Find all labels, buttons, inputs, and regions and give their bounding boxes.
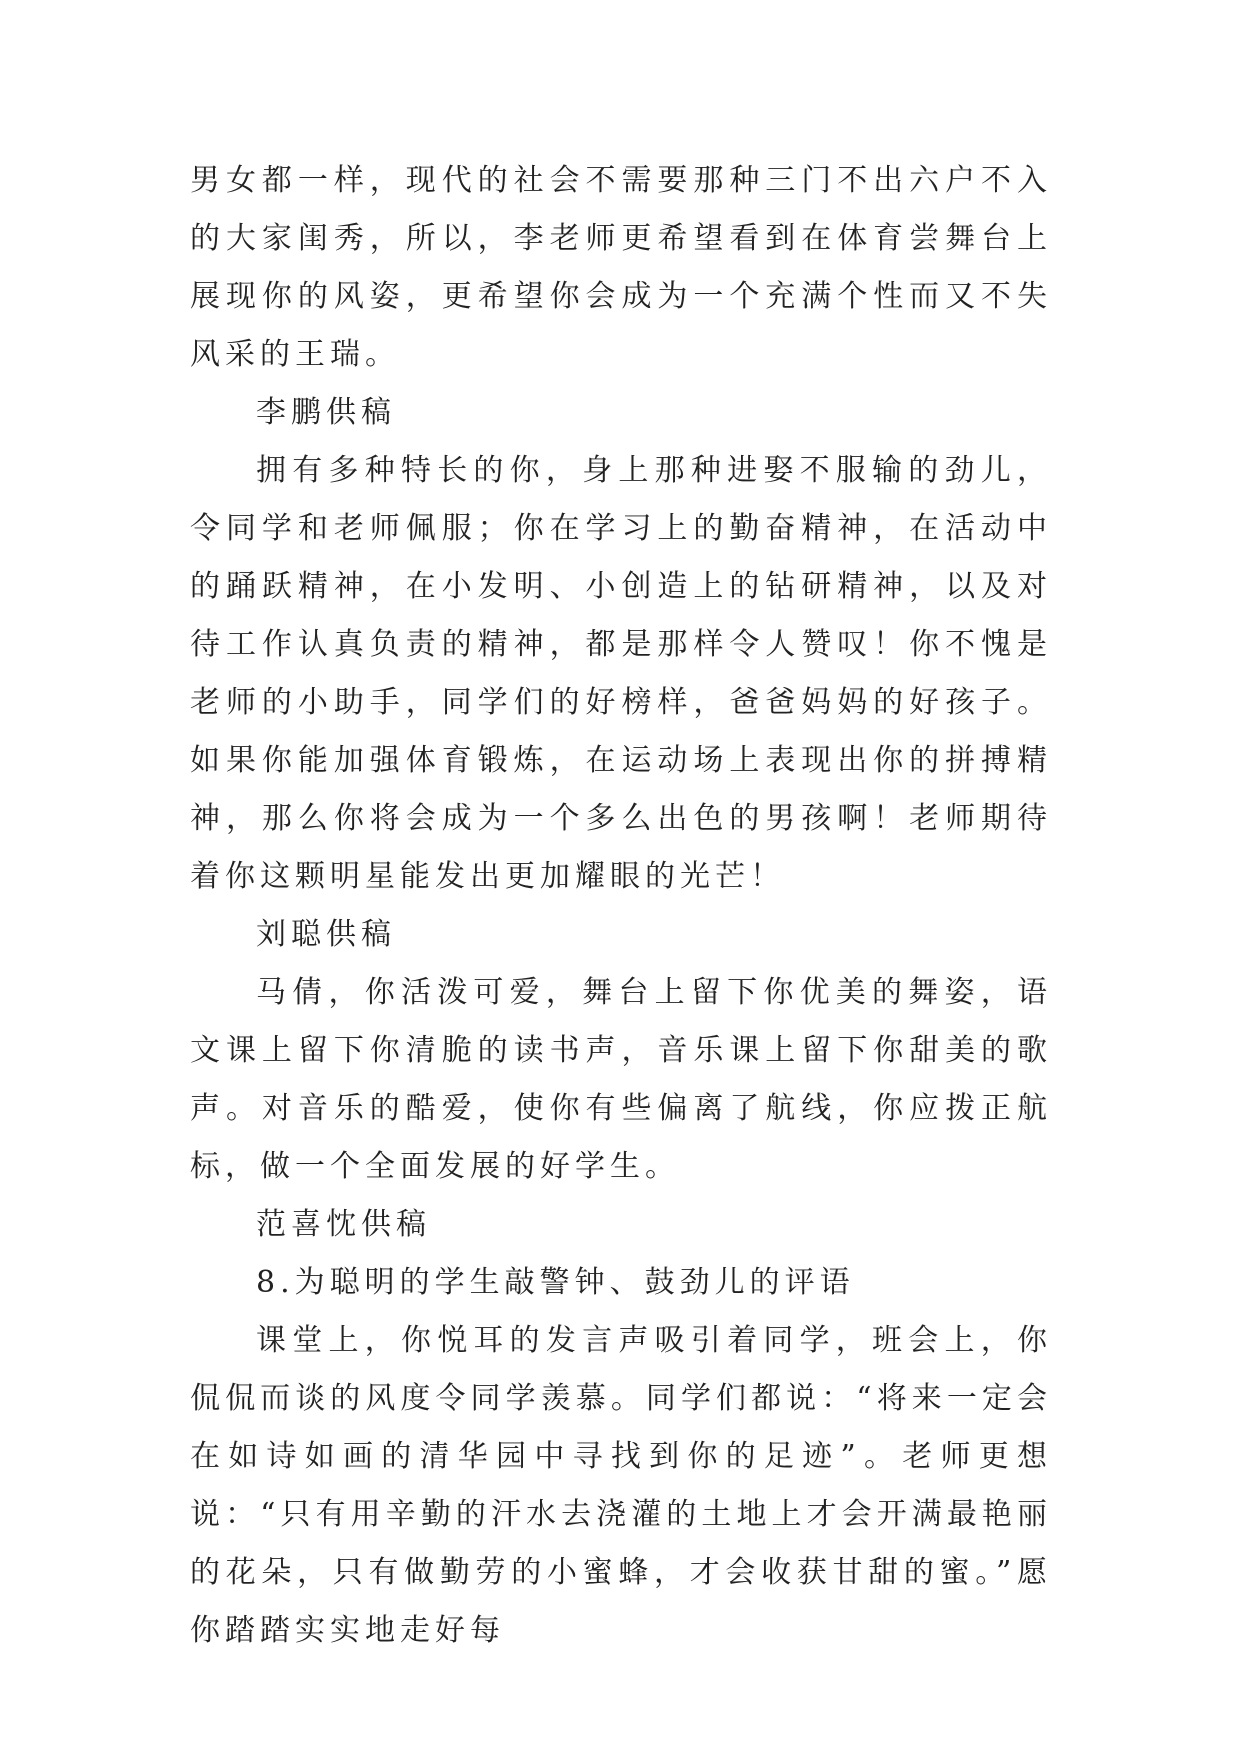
paragraph-credit-1: 李鹏供稿: [256, 395, 396, 430]
paragraph-1: 男女都一样，现代的社会不需要那种三门不出六户不入的大家闺秀，所以，李老师更希望看到在体育尝舞台上展现你的风姿，更希望你会成为一个充满个性而又不失风采的王瑞。: [190, 163, 1052, 372]
paragraph-credit-2: 刘聪供稿: [256, 917, 396, 952]
paragraph-4: 课堂上，你悦耳的发言声吸引着同学，班会上，你侃侃而谈的风度令同学羡慕。同学们都说：“将来一定会在如诗如画的清华园中寻找到你的足迹”。老师更想说：“只有用辛勤的汗水去浇灌的土地上才会开满最艳丽的花朵，只有做勤劳的小蜜蜂，才会收获甘甜的蜜。”愿你踏踏实实地走好每: [190, 1323, 1052, 1648]
document-body: [190, 152, 1052, 1660]
paragraph-3: 马倩，你活泼可爱，舞台上留下你优美的舞姿，语文课上留下你清脆的读书声，音乐课上留下你甜美的歌声。对音乐的酷爱，使你有些偏离了航线，你应拨正航标，做一个全面发展的好学生。: [190, 975, 1052, 1184]
section-heading: 8.为聪明的学生敲警钟、鼓劲儿的评语: [256, 1265, 855, 1300]
paragraph-2: 拥有多种特长的你，身上那种进娶不服输的劲儿，令同学和老师佩服；你在学习上的勤奋精神，在活动中的踊跃精神，在小发明、小创造上的钻研精神，以及对待工作认真负责的精神，都是那样令人赞叹！你不愧是老师的小助手，同学们的好榜样，爸爸妈妈的好孩子。如果你能加强体育锻炼，在运动场上表现出你的拼搏精神，那么你将会成为一个多么出色的男孩啊！老师期待着你这颗明星能发出更加耀眼的光芒！: [190, 453, 1052, 894]
paragraph-credit-3: 范喜忱供稿: [256, 1207, 431, 1242]
